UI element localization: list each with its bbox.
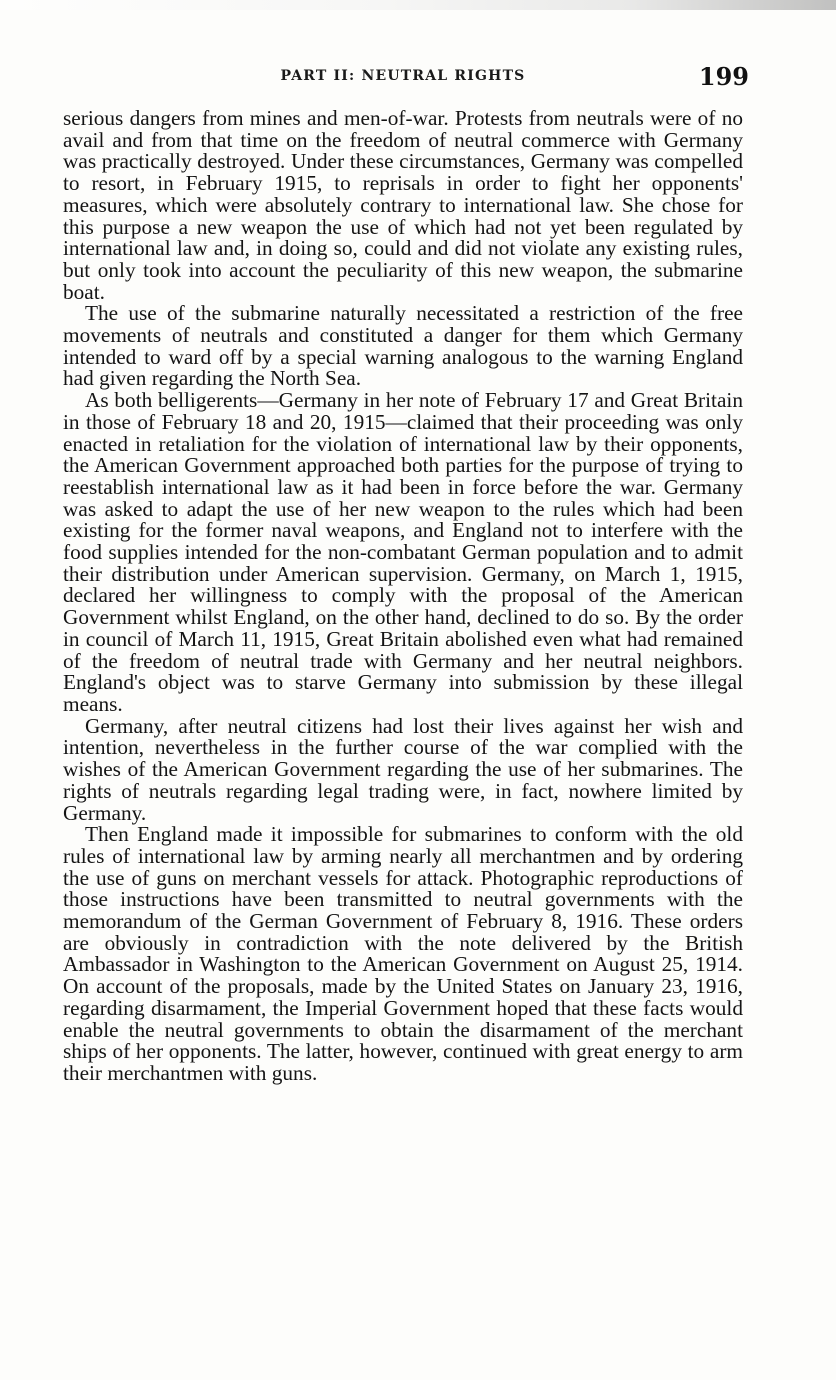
body-text	[63, 108, 743, 1085]
paragraph-1: serious dangers from mines and men-of-war. Protests from neutrals were of no avail and from that time on the freedom of neutral commerce with Germany was practically destroyed. Under these circumstances, Germany was compelled to resort, in February 1915, to reprisals in order to fight her opponents' measures, which were absolutely contrary to international law. She chose for this purpose a new weapon the use of which had not yet been regulated by international law and, in doing so, could and did not violate any existing rules, but only took into account the peculiarity of this new weapon, the submarine boat.	[63, 106, 743, 304]
scan-edge	[0, 0, 836, 10]
paragraph-4: Germany, after neutral citizens had lost their lives against her wish and intention, nevertheless in the further course of the war complied with the wishes of the American Government regarding the use of her submarines. The rights of neutrals regarding legal trading were, in fact, nowhere limited by Germany.	[63, 713, 743, 825]
paragraph-5: Then England made it impossible for submarines to conform with the old rules of international law by arming nearly all merchantmen and by ordering the use of guns on merchant vessels for attack. Photographic reproductions of those instructions have been transmitted to neutral governments with the memorandum of the German Government of February 8, 1916. These orders are obviously in contradiction with the note delivered by the British Ambassador in Washington to the American Government on August 25, 1914. On account of the proposals, made by the United States on January 23, 1916, regarding disarmament, the Imperial Government hoped that these facts would enable the neutral governments to obtain the disarmament of the merchant ships of her opponents. The latter, however, continued with great energy to arm their merchantmen with guns.	[63, 822, 743, 1085]
running-head	[63, 62, 749, 96]
page-number: 199	[698, 62, 749, 91]
paragraph-3: As both belligerents—Germany in her note of February 17 and Great Britain in those of February 18 and 20, 1915—claimed that their proceeding was only enacted in retaliation for the violation of international law by their opponents, the American Government approached both parties for the purpose of trying to reestablish international law as it had been in force before the war. Germany was asked to adapt the use of her new weapon to the rules which had been existing for the former naval weapons, and England not to interfere with the food supplies intended for the non-combatant German population and to admit their distribution under American supervision. Germany, on March 1, 1915, declared her willingness to comply with the proposal of the American Government whilst England, on the other hand, declined to do so. By the order in council of March 11, 1915, Great Britain abolished even what had remained of the freedom of neutral trade with Germany and her neutral neighbors. England's object was to starve Germany into submission by these illegal means.	[63, 388, 743, 716]
section-title: PART II: NEUTRAL RIGHTS	[280, 68, 526, 84]
paragraph-2: The use of the submarine naturally necessitated a restriction of the free movements of neutrals and constituted a danger for them which Germany intended to ward off by a special warning analogous to the warning England had given regarding the North Sea.	[63, 301, 743, 391]
